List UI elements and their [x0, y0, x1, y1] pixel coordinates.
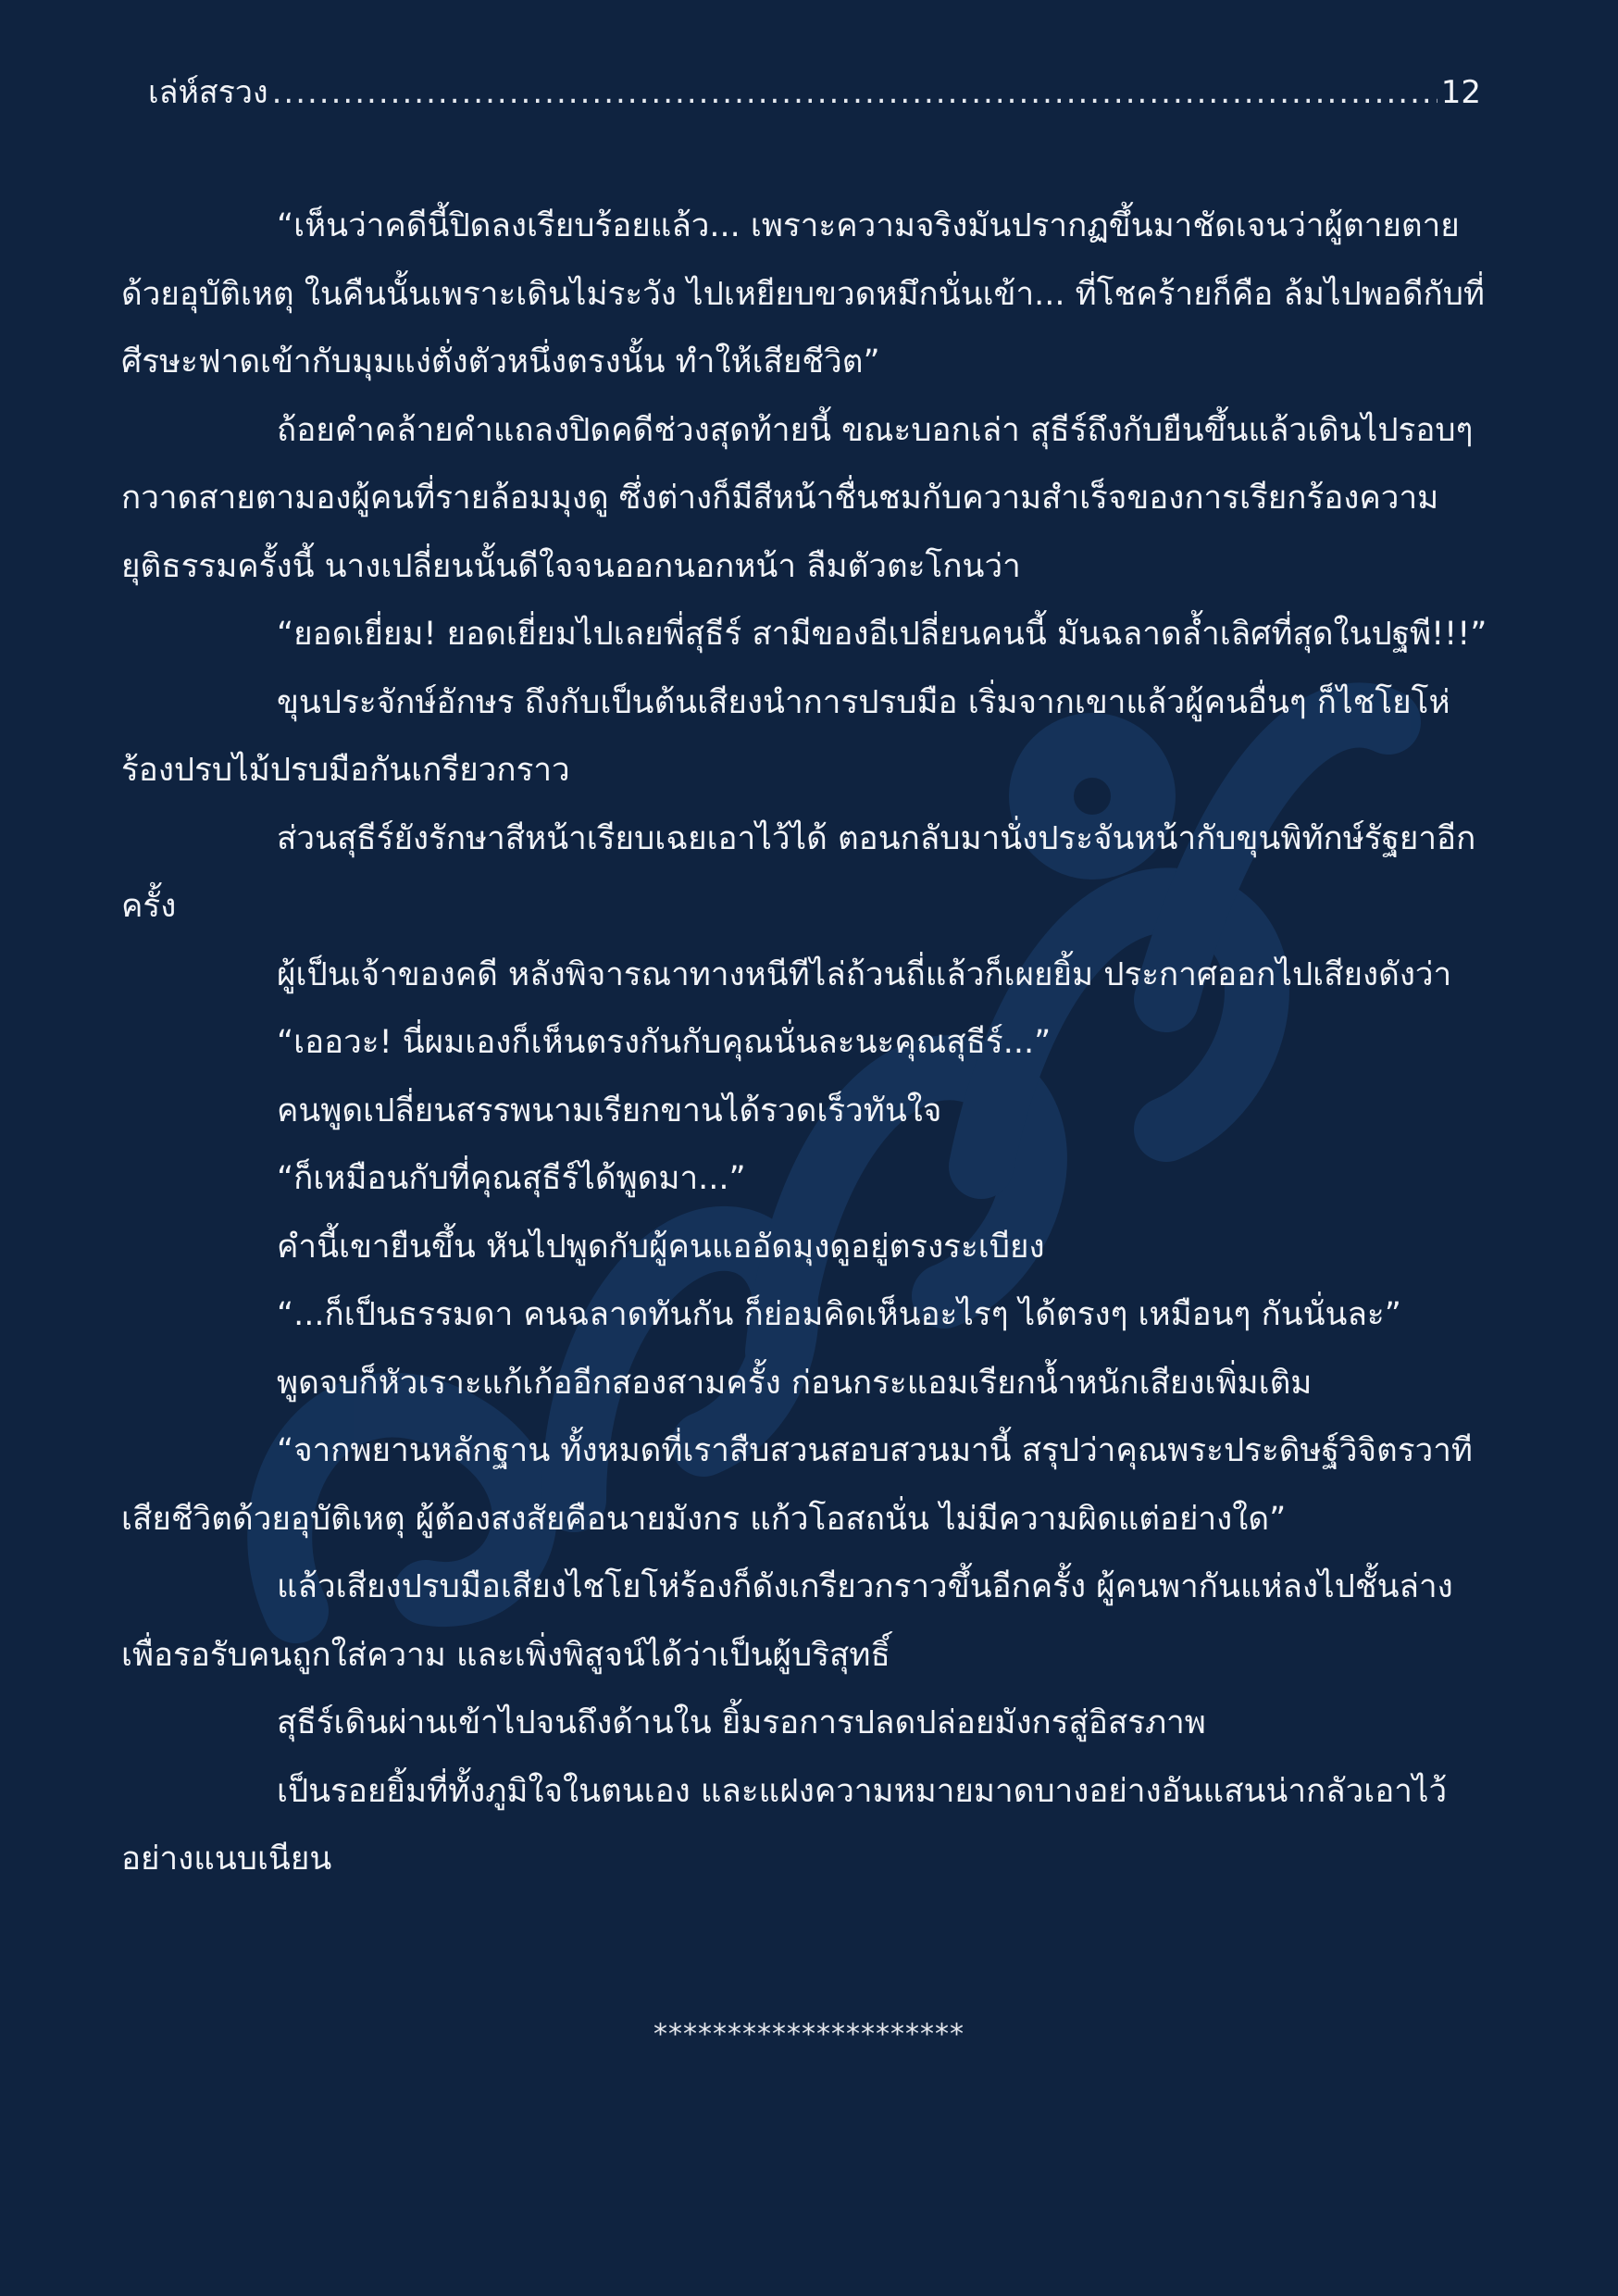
- page-number: 12: [1440, 74, 1481, 111]
- paragraph: สุธีร์เดินผ่านเข้าไปจนถึงด้านใน ยิ้มรอการปลดปล่อยมังกรสู่อิสรภาพ: [277, 1704, 1206, 1741]
- leader-dots: [272, 74, 1438, 111]
- book-title: เล่ห์สรวง: [148, 74, 268, 111]
- paragraph: “เห็นว่าคดีนี้ปิดลงเรียบร้อยแล้ว... เพราะความจริงมันปรากฏขึ้นมาชัดเจนว่าผู้ตายตายด้วยอุบัติเหตุ ในคืนนั้นเพราะเดินไม่ระวัง ไปเหยียบขวดหมึกนั่นเข้า... ที่โชคร้ายก็คือ ล้มไปพอดีกับที่ศีรษะฟาดเข้ากับมุมแง่ตั่งตัวหนึ่งตรงนั้น ทำให้เสียชีวิต”: [121, 207, 1486, 381]
- paragraph: คำนี้เขายืนขึ้น หันไปพูดกับผู้คนแออัดมุงดูอยู่ตรงระเบียง: [277, 1228, 1045, 1266]
- body-text: [121, 193, 1491, 1894]
- paragraph: แล้วเสียงปรบมือเสียงไชโยโห่ร้องก็ดังเกรียวกราวขึ้นอีกครั้ง ผู้คนพากันแห่ลงไปชั้นล่าง เพื่อรอรับคนถูกใส่ความ และเพิ่งพิสูจน์ได้ว่าเป็นผู้บริสุทธิ์: [121, 1568, 1453, 1674]
- paragraph: “จากพยานหลักฐาน ทั้งหมดที่เราสืบสวนสอบสวนมานี้ สรุปว่าคุณพระประดิษฐ์วิจิตรวาที เสียชีวิตด้วยอุบัติเหตุ ผู้ต้องสงสัยคือนายมังกร แก้วโอสถนั่น ไม่มีความผิดแต่อย่างใด”: [121, 1432, 1473, 1538]
- paragraph: เป็นรอยยิ้มที่ทั้งภูมิใจในตนเอง และแฝงความหมายมาดบางอย่างอันแสนน่ากลัวเอาไว้ อย่างแนบเนียน: [121, 1772, 1448, 1878]
- paragraph: “...ก็เป็นธรรมดา คนฉลาดทันกัน ก็ย่อมคิดเห็นอะไรๆ ได้ตรงๆ เหมือนๆ กันนั่นละ”: [277, 1296, 1401, 1333]
- paragraph: “ยอดเยี่ยม! ยอดเยี่ยมไปเลยพี่สุธีร์ สามีของอีเปลี่ยนคนนี้ มันฉลาดล้ำเลิศที่สุดในปฐพี!!!”: [277, 616, 1487, 653]
- page-header: [148, 67, 1481, 122]
- paragraph: คนพูดเปลี่ยนสรรพนามเรียกขานได้รวดเร็วทันใจ: [277, 1092, 942, 1129]
- paragraph: พูดจบก็หัวเราะแก้เก้ออีกสองสามครั้ง ก่อนกระแอมเรียกน้ำหนักเสียงเพิ่มเติม: [277, 1364, 1313, 1402]
- paragraph: ส่วนสุธีร์ยังรักษาสีหน้าเรียบเฉยเอาไว้ได้ ตอนกลับมานั่งประจันหน้ากับขุนพิทักษ์รัฐยาอีกครั้ง: [121, 819, 1476, 925]
- paragraph: ขุนประจักษ์อักษร ถึงกับเป็นต้นเสียงนำการปรบมือ เริ่มจากเขาแล้วผู้คนอื่นๆ ก็ไชโยโห่ร้องปรบไม้ปรบมือกันเกรียวกราว: [121, 683, 1450, 789]
- section-separator: *********************: [653, 2018, 965, 2051]
- paragraph: ผู้เป็นเจ้าของคดี หลังพิจารณาทางหนีทีไล่ถ้วนถี่แล้วก็เผยยิ้ม ประกาศออกไปเสียงดังว่า: [277, 955, 1452, 993]
- paragraph: ถ้อยคำคล้ายคำแถลงปิดคดีช่วงสุดท้ายนี้ ขณะบอกเล่า สุธีร์ถึงกับยืนขึ้นแล้วเดินไปรอบๆ กวาดสายตามองผู้คนที่รายล้อมมุงดู ซึ่งต่างก็มีสีหน้าชื่นชมกับความสำเร็จของการเรียกร้องความยุติธรรมครั้งนี้ นางเปลี่ยนนั้นดีใจจนออกนอกหน้า ลืมตัวตะโกนว่า: [121, 411, 1474, 585]
- paragraph: “เออวะ! นี่ผมเองก็เห็นตรงกันกับคุณนั่นละนะคุณสุธีร์...”: [277, 1024, 1052, 1061]
- paragraph: “ก็เหมือนกับที่คุณสุธีร์ได้พูดมา...”: [277, 1160, 746, 1197]
